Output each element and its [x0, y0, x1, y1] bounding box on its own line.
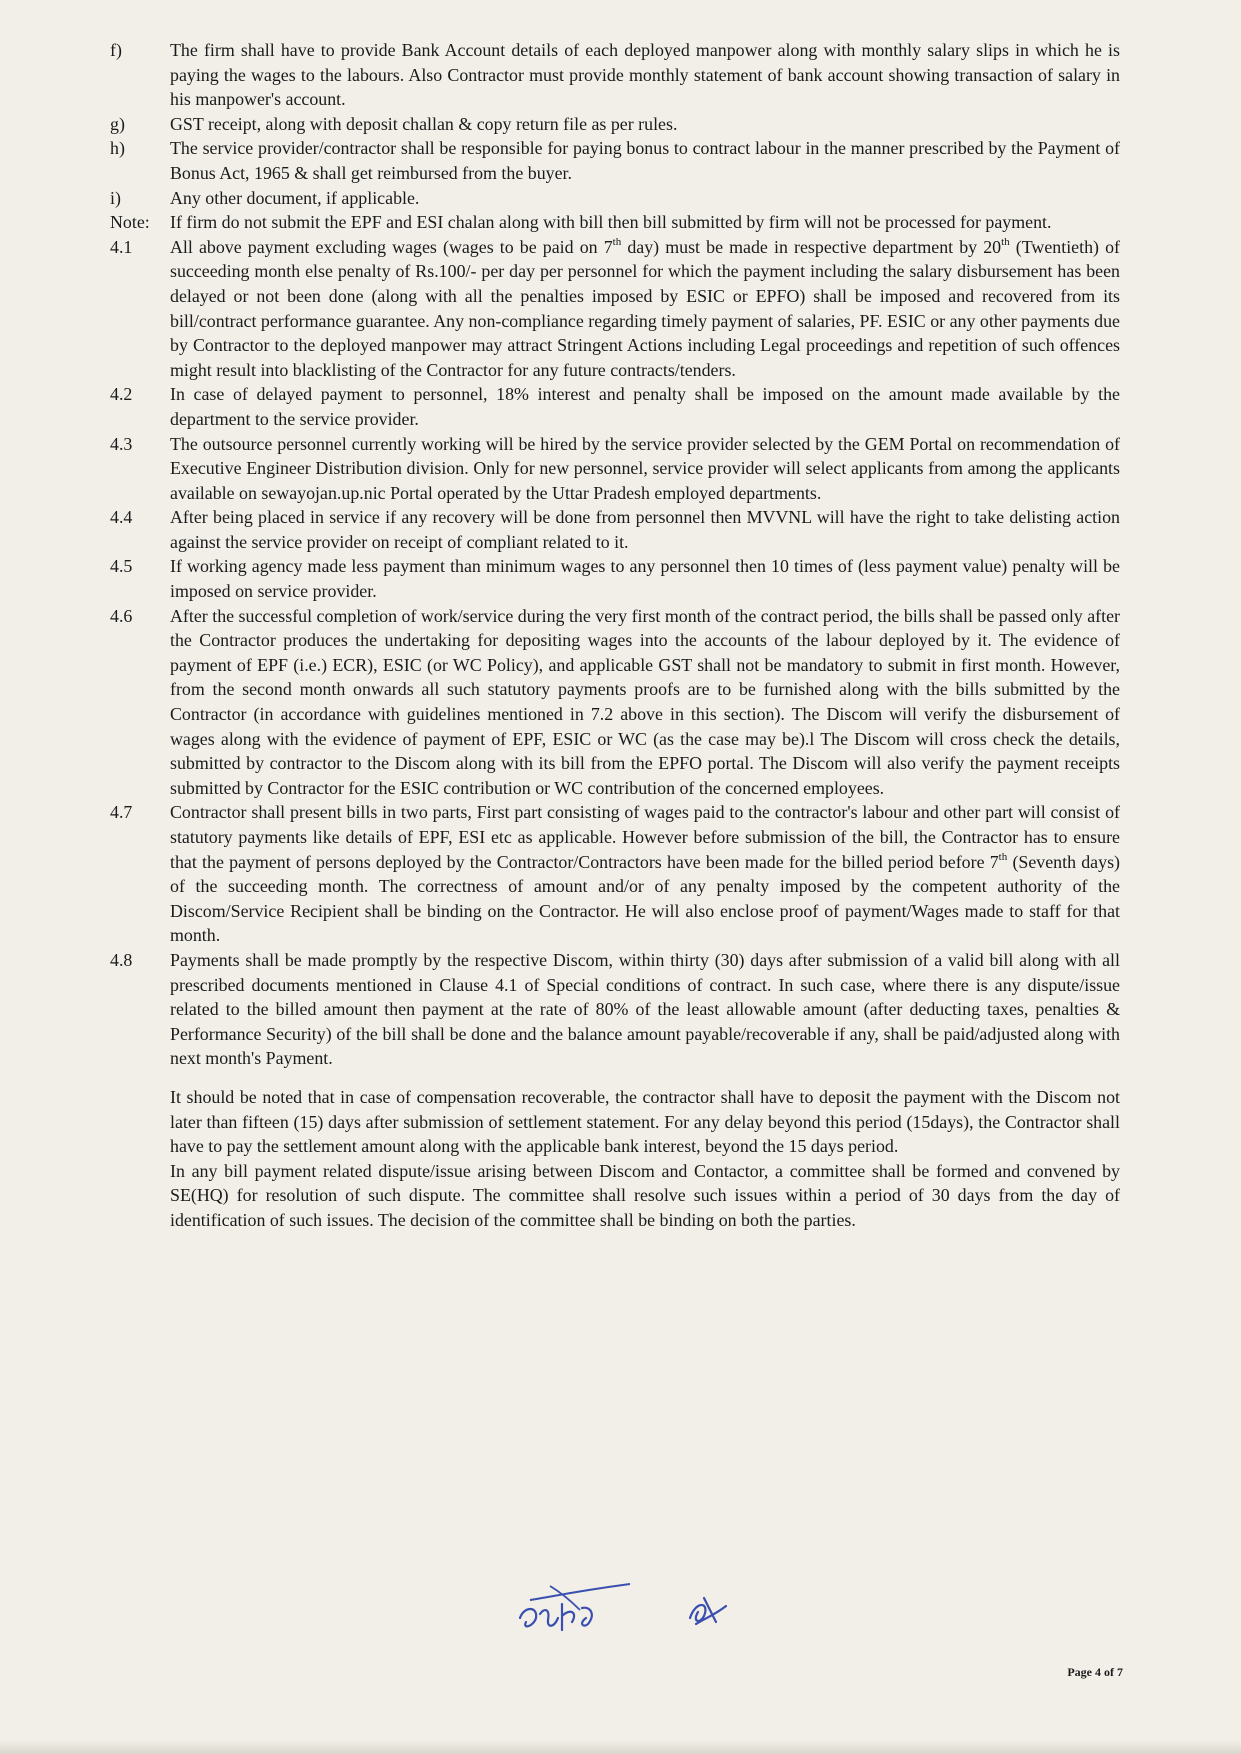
paragraph-dispute: In any bill payment related dispute/issue arising between Discom and Contactor, a committee shall be formed and convened by SE(HQ) for resolution of such dispute. The committee shall resolve such issues within a period of 30 days from the day of identification of such issues. The decision of the committee shall be binding on both the parties. — [170, 1160, 1120, 1230]
ordinal-suffix: th — [1001, 235, 1010, 248]
clause-label: 4.1 — [110, 236, 133, 257]
item-label: f) — [110, 40, 122, 60]
clause-4-8 — [110, 948, 1120, 1071]
clause-4-3 — [110, 432, 1120, 506]
ordinal-suffix: th — [998, 850, 1008, 863]
clause-text: In case of delayed payment to personnel, 18% interest and penalty shall be imposed on the amount made available by the department to the service provider. — [170, 384, 1120, 429]
document-body — [110, 38, 1120, 1233]
clause-text-part: (Twentieth) of succeeding month else penalty of Rs.100/- per day per personnel for which the payment including the salary disbursement has been delayed or not been done (along with all the penalties imposed by ESIC or EPFO) shall be imposed and recovered from its bill/contract performance guarantee. Any non-compliance regarding timely payment of salaries, PF. ESIC or any other payments due by Contractor to the deployed manpower may attract Stringent Actions including Legal proceedings and repetition of such offences might result into blacklisting of the Contractor for any future contracts/tenders. — [170, 236, 1120, 380]
item-label: h) — [110, 138, 125, 159]
clause-text-part: (Seventh days) of the succeeding month. The correctness of amount and/or of any penalty imposed by the competent authority of the Discom/Service Recipient shall be binding on the Contractor. He will also enclose proof of payment/Wages made to staff for that month. — [170, 851, 1120, 946]
clause-text: The outsource personnel currently working will be hired by the service provider selected by the GEM Portal on recommendation of Executive Engineer Distribution division. Only for new personnel, service provider will select applicants from among the applicants available on sewayojan.up.nic Portal operated by the Uttar Pradesh employed departments. — [170, 433, 1120, 503]
note-text: If firm do not submit the EPF and ESI chalan along with bill then bill submitted by firm will not be processed for payment. — [170, 212, 1052, 233]
item-text: GST receipt, along with deposit challan & copy return file as per rules. — [170, 113, 678, 134]
paragraph-compensation: It should be noted that in case of compensation recoverable, the contractor shall have to deposit the payment with the Discom not later than fifteen (15) days after submission of settlement statement. For any delay beyond this period (15days), the Contractor shall have to pay the settlement amount along with the applicable bank interest, beyond the 15 days period. — [170, 1086, 1120, 1157]
clause-label: 4.4 — [110, 507, 133, 528]
note-label: Note: — [110, 212, 150, 233]
clause-label: 4.3 — [110, 433, 133, 454]
clause-text — [170, 235, 1120, 383]
clause-4-1 — [110, 235, 1120, 383]
clause-text: After the successful completion of work/service during the very first month of the contract period, the bills shall be passed only after the Contractor produces the undertaking for depositing wages into the accounts of the labour deployed by it. The evidence of payment of EPF (i.e.) ECR), ESIC (or WC Policy), and applicable GST shall not be mandatory to submit in first month. However, from the second month onwards all such statutory payments proofs are to be furnished along with the bills submitted by the Contractor (in accordance with guidelines mentioned in 7.2 above in this section). The Discom will verify the disbursement of wages along with the evidence of payment of EPF, ESIC or WC (as the case may be).l The Discom will cross check the details, submitted by contractor to the Discom along with its bill from the EPFO portal. The Discom will also verify the payment receipts submitted by Contractor for the ESIC contribution or WC contribution of the concerned employees. — [170, 605, 1120, 798]
clause-text: After being placed in service if any recovery will be done from personnel then MVVNL will have the right to take delisting action against the service provider on receipt of compliant related to it. — [170, 507, 1120, 552]
clause-label: 4.7 — [110, 802, 133, 823]
clause-4-5 — [110, 554, 1120, 603]
item-text: The service provider/contractor shall be responsible for paying bonus to contract labour in the manner prescribed by the Payment of Bonus Act, 1965 & shall get reimbursed from the buyer. — [170, 138, 1120, 183]
clause-4-7 — [110, 800, 1120, 948]
clause-text: Payments shall be made promptly by the respective Discom, within thirty (30) days after submission of a valid bill along with all prescribed documents mentioned in Clause 4.1 of Special conditions of contract. In such case, where there is any dispute/issue related to the billed amount then payment at the rate of 80% of the least allowable amount (after deducting taxes, penalties & Performance Security) of the bill shall be done and the balance amount payable/recoverable if any, shall be paid/adjusted along with next month's Payment. — [170, 949, 1120, 1069]
item-text: Any other document, if applicable. — [170, 187, 420, 208]
clause-label: 4.6 — [110, 605, 133, 626]
list-item — [110, 112, 1120, 137]
clause-label: 4.2 — [110, 384, 133, 405]
clause-label: 4.5 — [110, 556, 133, 577]
clause-4-2 — [110, 382, 1120, 431]
note — [110, 210, 1120, 235]
clause-4-4 — [110, 505, 1120, 554]
item-label: i) — [110, 187, 121, 208]
item-label: g) — [110, 113, 125, 134]
handwritten-initials-icon — [690, 1598, 726, 1624]
clause-text-part: day) must be made in respective department by 20 — [621, 236, 1002, 257]
scan-edge — [0, 1740, 1241, 1754]
list-item — [110, 186, 1120, 211]
page-number: Page 4 of 7 — [1067, 1665, 1123, 1679]
handwritten-signature-icon — [500, 1578, 770, 1648]
clause-label: 4.8 — [110, 949, 133, 970]
list-item — [110, 38, 1120, 112]
item-text: The firm shall have to provide Bank Account details of each deployed manpower along with monthly salary slips in which he is paying the wages to the labours. Also Contractor must provide monthly statement of bank account showing transaction of salary in his manpower's account. — [170, 40, 1120, 110]
clause-4-6 — [110, 604, 1120, 801]
clause-text-part: All above payment excluding wages (wages to be paid on 7 — [170, 236, 613, 257]
ordinal-suffix: th — [612, 235, 622, 248]
clause-text-part: Contractor shall present bills in two parts, First part consisting of wages paid to the contractor's labour and other part will consist of statutory payments like details of EPF, ESI etc as applicable. However before submission of the bill, the Contractor has to ensure that the payment of persons deployed by the Contractor/Contractors have been made for the billed period before 7 — [170, 802, 1120, 872]
list-item — [110, 136, 1120, 185]
clause-text: If working agency made less payment than minimum wages to any personnel then 10 times of (less payment value) penalty will be imposed on service provider. — [170, 556, 1120, 602]
clause-text — [170, 800, 1120, 948]
